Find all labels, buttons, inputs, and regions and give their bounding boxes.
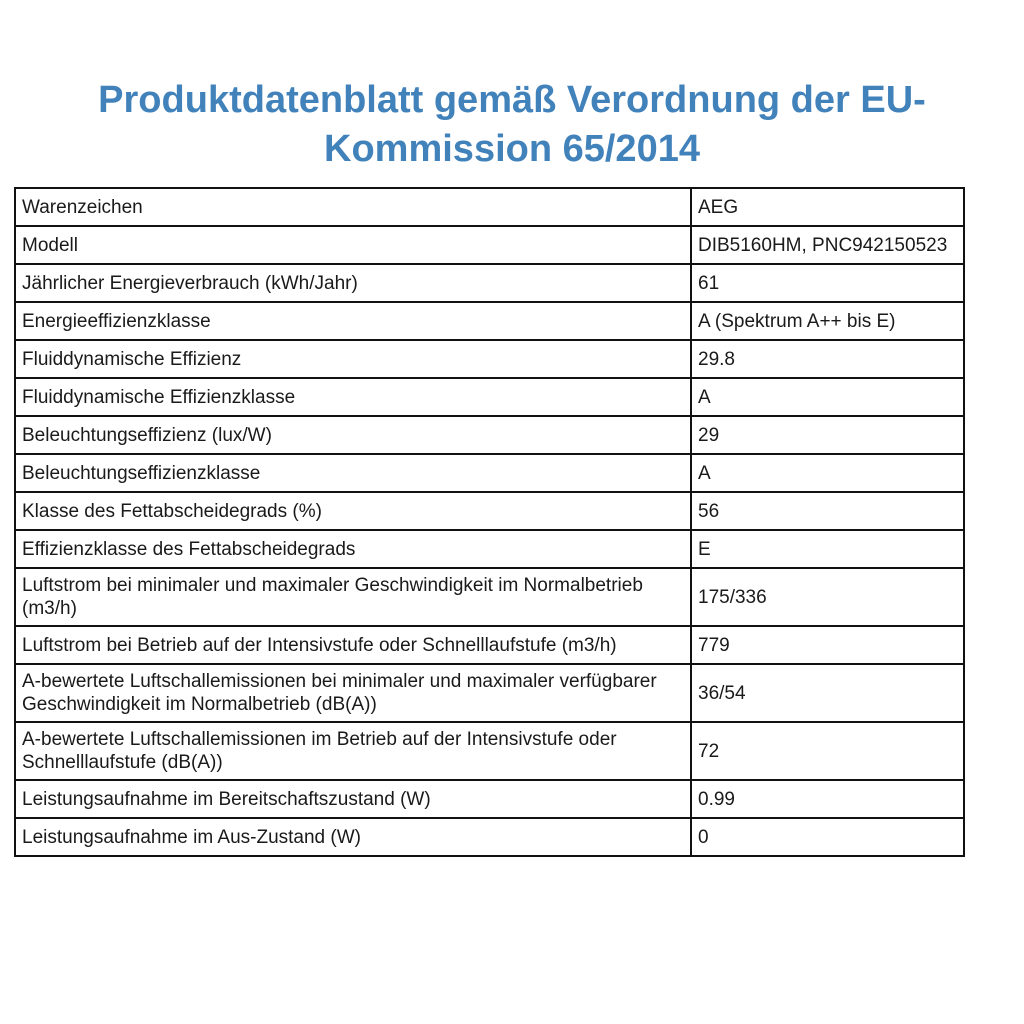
row-label: Leistungsaufnahme im Bereitschaftszustand (W)	[15, 780, 691, 818]
table-row	[15, 226, 964, 264]
page-title: Produktdatenblatt gemäß Verordnung der EU-Kommission 65/2014	[98, 79, 926, 170]
row-label: Jährlicher Energieverbrauch (kWh/Jahr)	[15, 264, 691, 302]
row-value: A	[691, 378, 964, 416]
row-label: A-bewertete Luftschallemissionen bei minimaler und maximaler verfügbarer Geschwindigkeit im Normalbetrieb (dB(A))	[15, 664, 691, 722]
table-row	[15, 530, 964, 568]
row-label: Warenzeichen	[15, 188, 691, 226]
row-label: Fluiddynamische Effizienz	[15, 340, 691, 378]
row-value: 61	[691, 264, 964, 302]
table-row	[15, 454, 964, 492]
row-label: Fluiddynamische Effizienzklasse	[15, 378, 691, 416]
row-label: Luftstrom bei minimaler und maximaler Geschwindigkeit im Normalbetrieb (m3/h)	[15, 568, 691, 626]
row-value: E	[691, 530, 964, 568]
table-row	[15, 302, 964, 340]
row-value: 36/54	[691, 664, 964, 722]
row-label: Beleuchtungseffizienz (lux/W)	[15, 416, 691, 454]
row-value: 175/336	[691, 568, 964, 626]
row-label: Energieeffizienzklasse	[15, 302, 691, 340]
row-value: A	[691, 454, 964, 492]
table-row	[15, 492, 964, 530]
row-label: Leistungsaufnahme im Aus-Zustand (W)	[15, 818, 691, 856]
row-value: AEG	[691, 188, 964, 226]
table-row	[15, 340, 964, 378]
row-label: Beleuchtungseffizienzklasse	[15, 454, 691, 492]
table-row	[15, 188, 964, 226]
table-row	[15, 264, 964, 302]
row-label: A-bewertete Luftschallemissionen im Betrieb auf der Intensivstufe oder Schnelllaufstufe (dB(A))	[15, 722, 691, 780]
row-value: 29.8	[691, 340, 964, 378]
product-data-table	[14, 187, 965, 857]
table-row	[15, 626, 964, 664]
table-row	[15, 378, 964, 416]
row-value: DIB5160HM, PNC942150523	[691, 226, 964, 264]
row-value: 0	[691, 818, 964, 856]
table-row	[15, 780, 964, 818]
table-row	[15, 818, 964, 856]
row-value: 0.99	[691, 780, 964, 818]
row-label: Klasse des Fettabscheidegrads (%)	[15, 492, 691, 530]
row-value: A (Spektrum A++ bis E)	[691, 302, 964, 340]
row-label: Modell	[15, 226, 691, 264]
table-row	[15, 416, 964, 454]
table-row	[15, 568, 964, 626]
row-value: 779	[691, 626, 964, 664]
row-value: 56	[691, 492, 964, 530]
row-label: Effizienzklasse des Fettabscheidegrads	[15, 530, 691, 568]
table-row	[15, 664, 964, 722]
row-value: 72	[691, 722, 964, 780]
row-label: Luftstrom bei Betrieb auf der Intensivstufe oder Schnelllaufstufe (m3/h)	[15, 626, 691, 664]
table-row	[15, 722, 964, 780]
row-value: 29	[691, 416, 964, 454]
